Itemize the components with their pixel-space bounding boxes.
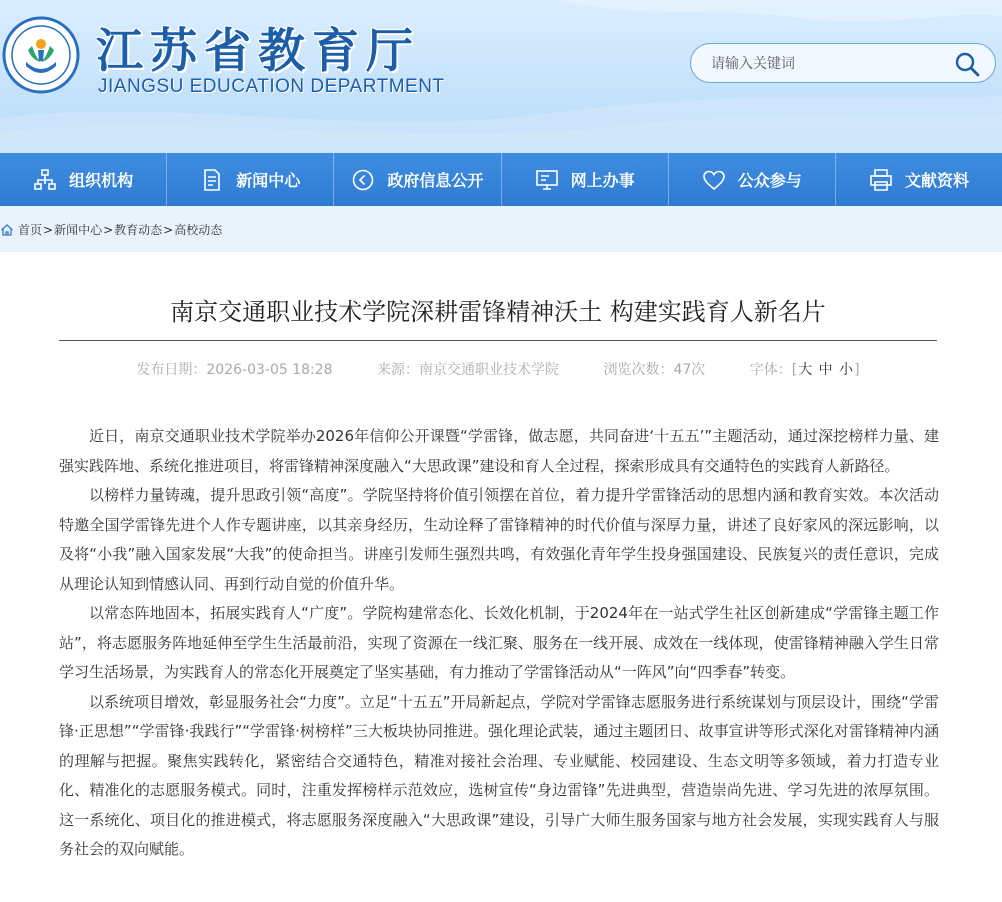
article-content	[59, 422, 939, 865]
font-size-small-button[interactable]: 小	[839, 362, 854, 378]
breadcrumb-separator: >	[43, 222, 54, 237]
font-size-medium-button[interactable]: 中	[818, 362, 833, 378]
site-subtitle: JIANGSU EDUCATION DEPARTMENT	[98, 76, 445, 97]
publish-date: 2026-03-05 18:28	[206, 362, 333, 378]
font-size-label: 字体：	[749, 362, 792, 378]
article-title: 南京交通职业技术学院深耕雷锋精神沃土 构建实践育人新名片	[170, 298, 826, 326]
site-title[interactable]: 江苏省教育厅	[96, 24, 420, 79]
breadcrumb-home-link[interactable]: 首页	[18, 223, 43, 237]
info-disclosure-icon	[351, 168, 375, 192]
source-info	[377, 362, 559, 378]
article-paragraph: 以系统项目增效，彰显服务社会“力度”。立足“十五五”开局新起点，学院对学雷锋志愿服务进行系统谋划与顶层设计，围绕“学雷锋·正思想”“学雷锋·我践行”“学雷锋·树榜样”三大板块协同推进。强化理论武装，通过主题团日、故事宣讲等形式深化对雷锋精神内涵的理解与把握。聚焦实践转化，紧密结合交通特色，精准对接社会治理、专业赋能、校园建设、生态文明等多领域，着力打造专业化、精准化的志愿服务模式。同时，注重发挥榜样示范效应，选树宣传“身边雷锋”先进典型，营造崇尚先进、学习先进的浓厚氛围。这一系统化、项目化的推进模式，将志愿服务深度融入“大思政课”建设，引导广大师生服务国家与地方社会发展，实现实践育人与服务社会的双向赋能。	[59, 692, 939, 858]
article-paragraph: 以常态阵地固本，拓展实践育人“广度”。学院构建常态化、长效化机制，于2024年在一站式学生社区创新建成“学雷锋主题工作站”，将志愿服务阵地延伸至学生生活最前沿，实现了资源在一线汇聚、服务在一线开展、成效在一线体现，使雷锋精神融入学生日常学习生活场景，为实践育人的常态化开展奠定了坚实基础，有力推动了学雷锋活动从“一阵风”向“四季春”转变。	[59, 604, 939, 681]
article-meta	[59, 359, 937, 379]
search-input[interactable]	[711, 53, 941, 75]
nav-item-label: 公众参与	[737, 171, 802, 190]
nav-item-documents[interactable]	[836, 153, 1002, 206]
breadcrumb-link-edu-news[interactable]: 教育动态	[114, 223, 163, 237]
font-size-control	[750, 362, 860, 378]
article-paragraph: 近日，南京交通职业技术学院举办2026年信仰公开课暨“学雷锋，做志愿，共同奋进‘十五五’”主题活动，通过深挖榜样力量、建强实践阵地、系统化推进项目，将雷锋精神深度融入“大思政课”建设和育人全过程，探索形成具有交通特色的实践育人新路径。	[59, 427, 939, 475]
views-count: 47次	[673, 362, 706, 378]
home-icon	[0, 223, 14, 237]
breadcrumb-separator: >	[163, 222, 174, 237]
nav-item-public-participation[interactable]	[669, 153, 836, 206]
education-department-emblem-icon[interactable]	[2, 16, 80, 94]
article-paragraph: 以榜样力量铸魂，提升思政引领“高度”。学院坚持将价值引领摆在首位，着力提升学雷锋活动的思想内涵和教育实效。本次活动特邀全国学雷锋先进个人作专题讲座，以其亲身经历，生动诠释了雷锋精神的时代价值与深厚力量，讲述了良好家风的深远影响，以及将“小我”融入国家发展“大我”的使命担当。讲座引发师生强烈共鸣，有效强化青年学生投身强国建设、民族复兴的责任意识，完成从理论认知到情感认同、再到行动自觉的价值升华。	[59, 486, 939, 593]
breadcrumb-separator: >	[103, 222, 114, 237]
org-chart-icon	[33, 168, 57, 192]
heart-icon	[702, 168, 726, 192]
nav-item-label: 政府信息公开	[387, 171, 484, 190]
publish-label: 发布日期：	[136, 362, 207, 378]
views-label: 浏览次数：	[603, 362, 674, 378]
printer-icon	[869, 168, 893, 192]
nav-item-label: 新闻中心	[236, 171, 301, 190]
breadcrumb	[0, 221, 222, 238]
main-nav	[0, 153, 1002, 206]
source-value: 南京交通职业技术学院	[419, 362, 560, 378]
views-info	[603, 362, 705, 378]
nav-item-online-service[interactable]	[502, 153, 669, 206]
nav-item-news[interactable]	[167, 153, 334, 206]
breadcrumb-bar	[0, 206, 1002, 252]
breadcrumb-link-university-news[interactable]: 高校动态	[174, 223, 223, 237]
breadcrumb-link-news[interactable]: 新闻中心	[54, 223, 103, 237]
title-divider	[59, 340, 937, 341]
monitor-icon	[535, 168, 559, 192]
nav-item-info-disclosure[interactable]	[334, 153, 501, 206]
nav-item-label: 文献资料	[904, 171, 969, 190]
nav-item-label: 组织机构	[69, 171, 134, 190]
publish-info	[136, 362, 332, 378]
font-bracket-open: [	[791, 362, 798, 378]
search-icon[interactable]	[953, 50, 981, 78]
nav-item-label: 网上办事	[570, 171, 635, 190]
font-size-large-button[interactable]: 大	[798, 362, 813, 378]
nav-item-organization[interactable]	[0, 153, 167, 206]
font-bracket-close: ]	[854, 362, 860, 378]
document-icon	[200, 168, 224, 192]
site-header	[0, 0, 1002, 153]
search-box	[690, 43, 996, 83]
source-label: 来源：	[377, 362, 420, 378]
